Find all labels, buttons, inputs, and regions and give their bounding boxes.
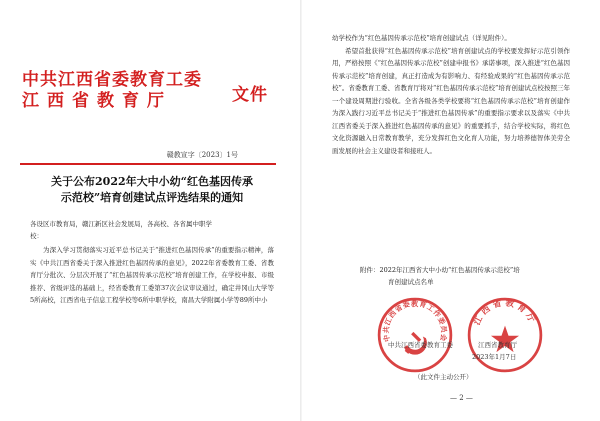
party-committee-seal-icon	[376, 296, 454, 374]
right-page	[302, 0, 600, 421]
red-divider-rule	[20, 163, 276, 165]
svg-text:中共江西省委教育工作委员会: 中共江西省委教育工作委员会	[381, 298, 449, 343]
header-org-line2: 江西省教育厅	[22, 91, 172, 111]
attachment-line1: 附件：2022年江西省大中小幼“红色基因传承示范校”培	[360, 266, 520, 274]
notice-title-line2: 示范校”培育创建试点评选结果的通知	[60, 191, 244, 204]
public-disclosure-note: （此文件主动公开）	[414, 373, 473, 381]
notice-title-line1: 关于公布2022年大中小幼“红色基因传承	[51, 175, 253, 188]
document-number: 赣教宣字〔2023〕1号	[166, 151, 238, 159]
continued-line: 幼学校作为“红色基因传承示范校”培育创建试点（详见附件）。	[332, 34, 511, 42]
body-text-left	[30, 244, 274, 307]
signature-education-department: 江西省教育厅	[478, 341, 517, 349]
body-paragraph: 为深入学习贯彻落实习近平总书记关于“推进红色基因传承”的重要指示精神，落实《中共江西省委关于深入推进红色基因传承的意见》，2022年省委教育工委、省教育厅分批次、分层次开展了“红色基因传承示范校”培育创建工作，在学校申报、市级推荐、省级评选的基础上，经省委教育工委第37次会议审议通过，确定井冈山大学等5所高校，江西省电子信息工程学校等6所中职学校，南昌大学附属小学等89所中小	[30, 246, 274, 304]
svg-text:江西省教育厅: 江西省教育厅	[472, 298, 538, 327]
recipients	[30, 218, 274, 242]
page-number: — 2 —	[450, 394, 473, 402]
signature-party-committee: 中共江西省委教育工委	[388, 341, 453, 349]
attachment-note	[360, 264, 570, 288]
header-suffix: 文件	[232, 85, 268, 105]
signature-date: 2023年1月7日	[472, 353, 517, 361]
recipients-line2: 校：	[30, 232, 43, 240]
document-header-org	[22, 70, 222, 112]
header-org-line1: 中共江西省委教育工委	[22, 70, 202, 90]
education-department-seal-icon	[466, 296, 544, 374]
notice-title	[34, 174, 270, 206]
recipients-line1: 各设区市教育局，赣江新区社会发展局，各高校、各省属中职学	[30, 220, 212, 228]
attachment-line2: 育创建试点名单	[388, 278, 434, 286]
body-paragraph-right: 希望首批获得“红色基因传承示范校”培育创建试点的学校要发挥好示范引领作用，严格按照《“红色基因传承示范校”创建申报书》承诺事项，深入推进“红色基因传承示范校”培育创建，真正打造成为有影响力、有经验成果的“红色基因传承示范校”。省委教育工委、省教育厅将对“红色基因传承示范校”培育创建试点校按照三年一个建设周期进行验收。全省各级各类学校要将“红色基因传承示范校”培育创建作为深入践行习近平总书记关于“推进红色基因传承”的重要指示要求以及落实《中共江西省委关于深入推进红色基因传承的意见》的重要抓手，结合学校实际，将红色文化资源融入日常教育教学，充分发挥红色文化育人功能，努力培养德智体美劳全面发展的社会主义建设者和接班人。	[332, 46, 570, 155]
body-text-right	[332, 32, 570, 157]
